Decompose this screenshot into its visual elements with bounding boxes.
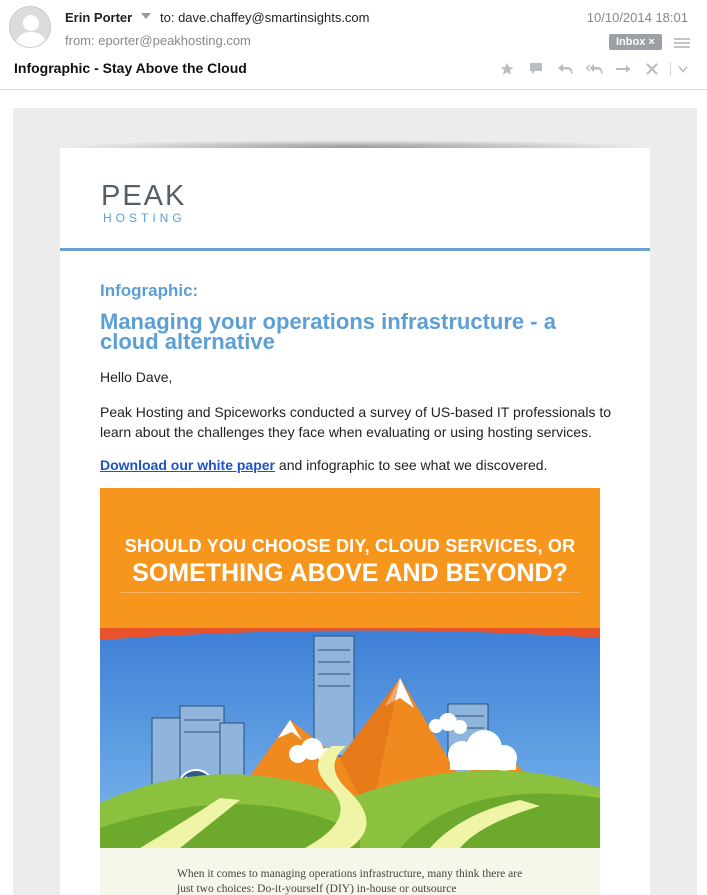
email-card — [60, 148, 650, 895]
download-line — [100, 457, 547, 473]
inbox-label-badge[interactable]: Inbox × — [609, 34, 662, 50]
more-icon[interactable] — [677, 61, 689, 77]
infographic-title-line2: SOMETHING ABOVE AND BEYOND? — [132, 559, 568, 587]
reply-icon[interactable] — [554, 61, 576, 77]
message-subject: Infographic - Stay Above the Cloud — [14, 60, 247, 76]
logo-wordmark: PEAK — [101, 180, 187, 212]
download-white-paper-link[interactable]: Download our white paper — [100, 457, 276, 473]
infographic-rule — [120, 592, 580, 593]
hamburger-icon[interactable] — [674, 38, 690, 48]
toolbar-separator — [670, 62, 671, 76]
chevron-down-icon[interactable] — [141, 13, 151, 19]
forward-icon[interactable] — [612, 61, 634, 77]
infographic-footer-text: When it comes to managing operations infrastructure, many think there are just two choices: Do-it-yourself (DIY) in-house or outsource — [177, 868, 523, 895]
sender-avatar[interactable] — [9, 6, 51, 48]
message-header — [0, 0, 707, 90]
recipient-line: to: dave.chaffey@smartinsights.com — [160, 10, 370, 25]
sender-name[interactable]: Erin Porter — [65, 10, 133, 25]
person-icon — [10, 7, 51, 48]
message-date: 10/10/2014 18:01 — [586, 10, 688, 25]
download-line-rest: and infographic to see what we discovered. — [275, 457, 548, 473]
email-paragraph: Peak Hosting and Spiceworks conducted a survey of US-based IT professionals to learn about the challenges they face when evaluating or using hosting services. — [100, 404, 612, 440]
message-toolbar — [496, 61, 689, 77]
infographic-image[interactable] — [100, 488, 600, 895]
comment-icon[interactable] — [525, 61, 547, 77]
infographic-footer — [100, 848, 600, 895]
logo-subtitle: HOSTING — [103, 211, 186, 225]
from-line: from: eporter@peakhosting.com — [65, 33, 251, 48]
infographic-title-line1: SHOULD YOU CHOOSE DIY, CLOUD SERVICES, OR — [124, 536, 576, 556]
infographic-title-band — [100, 488, 600, 628]
email-headline: Managing your operations infrastructure - a cloud alternative — [100, 309, 556, 354]
peak-hosting-logo[interactable] — [101, 181, 196, 229]
star-icon[interactable] — [496, 61, 518, 77]
infographic-illustration — [100, 628, 600, 848]
email-kicker: Infographic: — [100, 281, 199, 300]
reply-all-icon[interactable] — [583, 61, 605, 77]
header-divider — [60, 248, 650, 251]
delete-icon[interactable] — [641, 61, 663, 77]
email-greeting: Hello Dave, — [100, 369, 173, 385]
